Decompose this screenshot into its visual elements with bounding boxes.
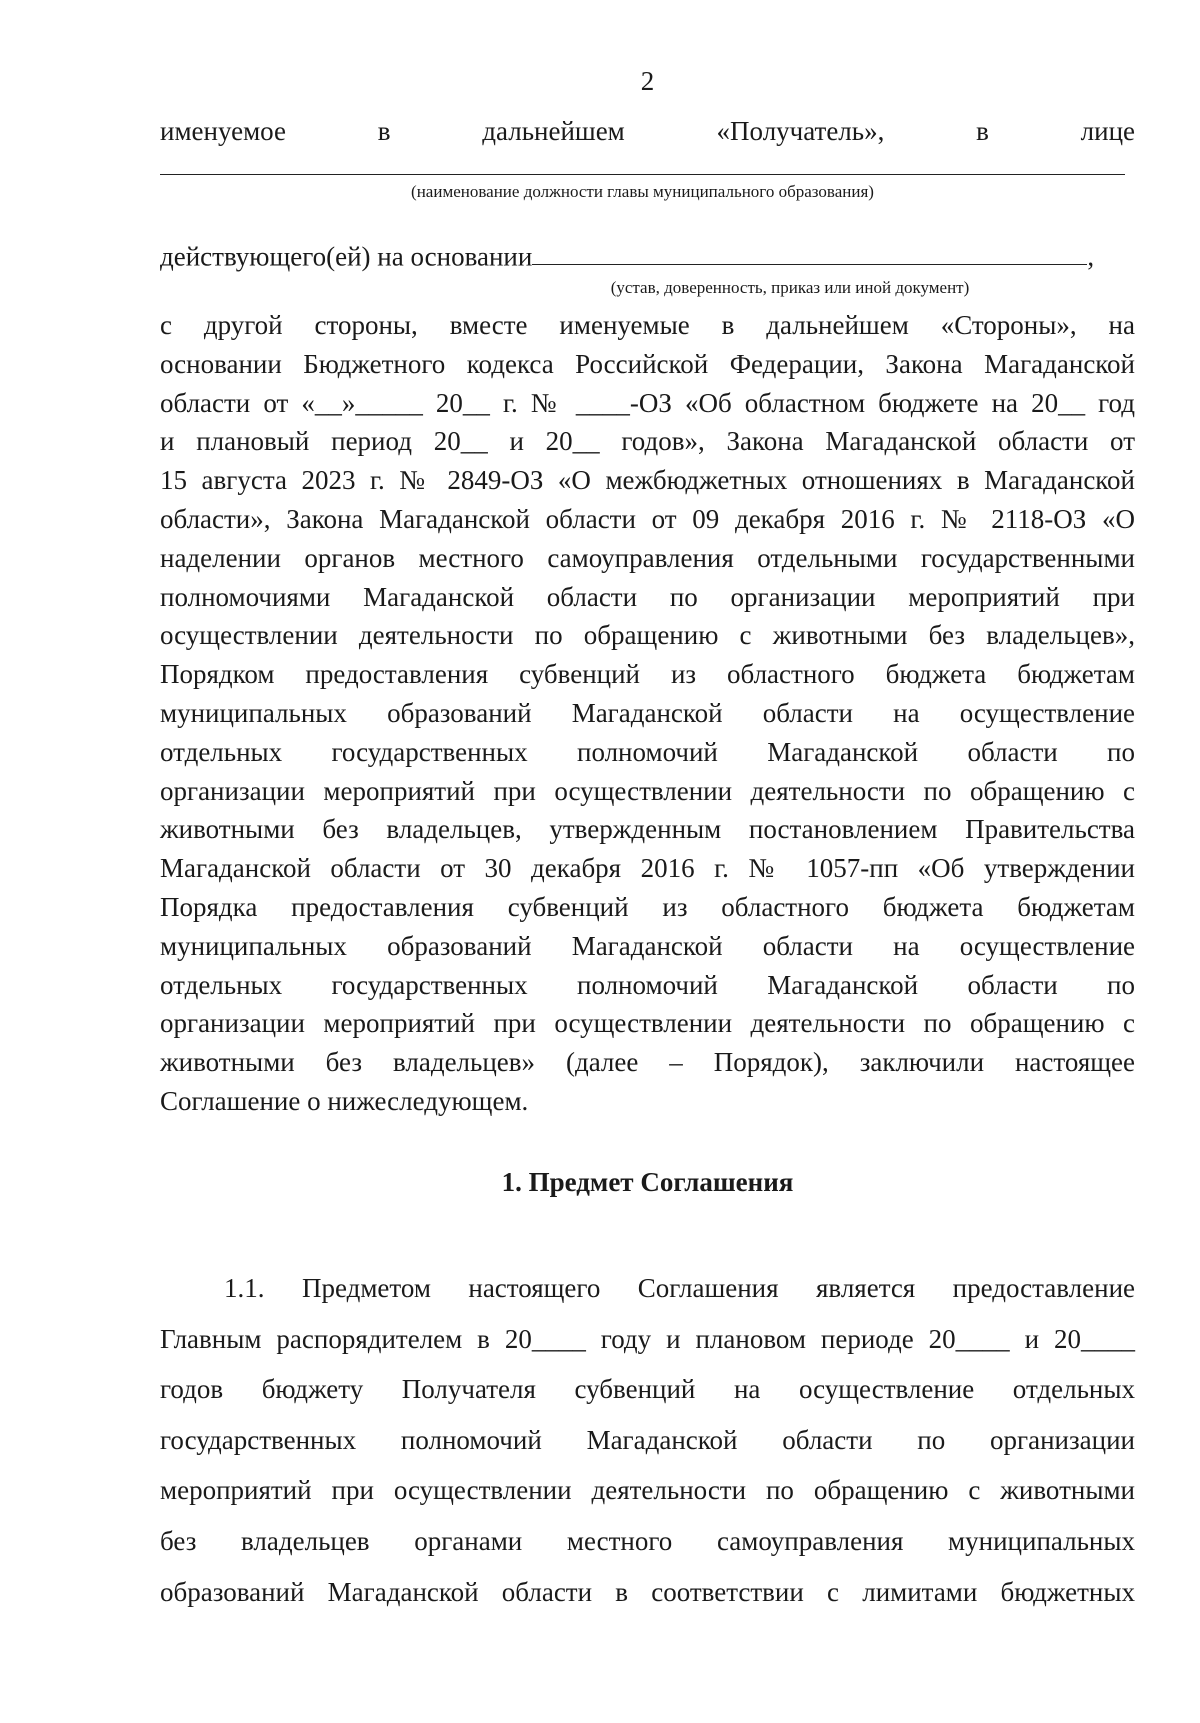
paragraph-line: отдельных государственных полномочий Магаданской области по: [160, 736, 1135, 767]
paragraph-line: Порядка предоставления субвенций из областного бюджета бюджетам: [160, 891, 1135, 922]
paragraph-line: основании Бюджетного кодекса Российской Федерации, Закона Магаданской: [160, 348, 1135, 379]
paragraph-line: области от «__»_____ 20__ г. № ____-ОЗ «Об областном бюджете на 20__ год: [160, 387, 1135, 418]
position-fill-line: [160, 174, 1125, 175]
basis-tail: ,: [1087, 241, 1095, 272]
paragraph-line: образований Магаданской области в соответствии с лимитами бюджетных: [160, 1576, 1135, 1607]
paragraph-line: организации мероприятий при осуществлении деятельности по обращению с: [160, 1008, 1135, 1039]
paragraph-line: и плановый период 20__ и 20__ годов», Закона Магаданской области от: [160, 426, 1135, 457]
intro-word: именуемое: [160, 116, 286, 146]
paragraph-line: Соглашение о нижеследующем.: [160, 1085, 529, 1116]
paragraph-line: мероприятий при осуществлении деятельности по обращению с животными: [160, 1475, 1135, 1506]
intro-word: «Получатель»,: [716, 116, 885, 146]
paragraph-line: отдельных государственных полномочий Магаданской области по: [160, 969, 1135, 1000]
paragraph-line: Порядком предоставления субвенций из областного бюджета бюджетам: [160, 659, 1135, 690]
paragraph-line: без владельцев органами местного самоуправления муниципальных: [160, 1525, 1135, 1556]
paragraph-line: муниципальных образований Магаданской области на осуществление: [160, 930, 1135, 961]
paragraph-line: Магаданской области от 30 декабря 2016 г. № 1057-пп «Об утверждении: [160, 853, 1135, 884]
preamble-paragraph: [160, 306, 1135, 1121]
intro-word: дальнейшем: [482, 116, 625, 146]
basis-caption: (устав, доверенность, приказ или иной документ): [610, 278, 970, 297]
position-caption: (наименование должности главы муниципального образования): [411, 182, 874, 201]
intro-word: лице: [1080, 116, 1135, 146]
paragraph-line: животными без владельцев» (далее – Порядок), заключили настоящее: [160, 1047, 1135, 1078]
paragraph-line: животными без владельцев, утвержденным постановлением Правительства: [160, 814, 1135, 845]
paragraph-line: Главным распорядителем в 20____ году и плановом периоде 20____ и 20____: [160, 1323, 1135, 1354]
section-heading: 1. Предмет Соглашения: [501, 1167, 794, 1197]
paragraph-line: области», Закона Магаданской области от 09 декабря 2016 г. № 2118-ОЗ «О: [160, 503, 1135, 534]
paragraph-line: полномочиями Магаданской области по организации мероприятий при: [160, 581, 1135, 612]
paragraph-line: 15 августа 2023 г. № 2849-ОЗ «О межбюджетных отношениях в Магаданской: [160, 465, 1135, 496]
basis-label: действующего(ей) на основании: [160, 241, 533, 272]
paragraph-line: организации мероприятий при осуществлении деятельности по обращению с: [160, 775, 1135, 806]
paragraph-line: государственных полномочий Магаданской области по организации: [160, 1424, 1135, 1455]
paragraph-line: муниципальных образований Магаданской области на осуществление: [160, 697, 1135, 728]
basis-fill-line: [532, 240, 1087, 265]
intro-word: в: [976, 116, 989, 146]
clause-paragraph: [160, 1263, 1135, 1617]
paragraph-line: годов бюджету Получателя субвенций на осуществление отдельных: [160, 1374, 1135, 1405]
paragraph-line: наделении органов местного самоуправления отдельными государственными: [160, 542, 1135, 573]
intro-word: в: [377, 116, 391, 146]
paragraph-line: с другой стороны, вместе именуемые в дальнейшем «Стороны», на: [160, 310, 1135, 340]
paragraph-line: 1.1. Предметом настоящего Соглашения является предоставление: [224, 1273, 1135, 1303]
page-number: 2: [640, 66, 655, 96]
paragraph-line: осуществлении деятельности по обращению с животными без владельцев»,: [160, 620, 1135, 651]
intro-row: [160, 116, 1135, 147]
basis-row: [160, 240, 1094, 272]
